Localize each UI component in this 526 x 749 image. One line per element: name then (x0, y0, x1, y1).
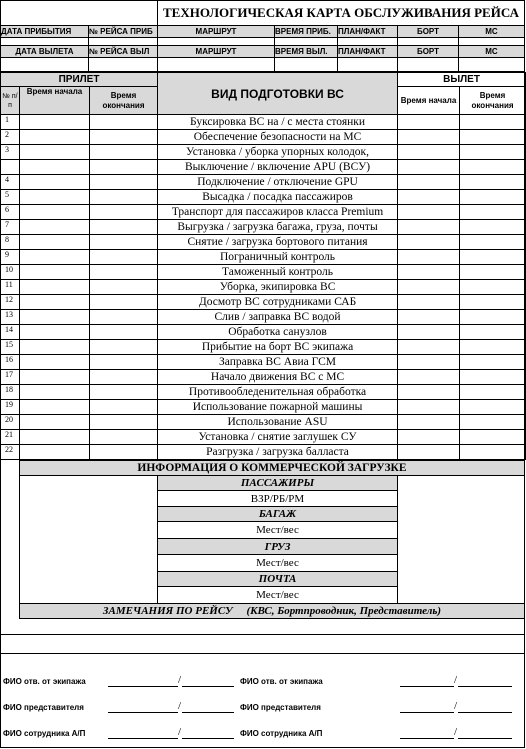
operation-number: 13 (1, 310, 20, 325)
operation-name: Транспорт для пассажиров класса Premium (158, 205, 398, 220)
departure-end-cell[interactable] (460, 310, 526, 325)
departure-end-cell[interactable] (460, 280, 526, 295)
signature-right-1-slash: / (454, 674, 458, 686)
departure-start-cell[interactable] (398, 280, 460, 295)
departure-end-cell[interactable] (460, 175, 526, 190)
signature-left-1-name[interactable] (108, 686, 178, 687)
departure-board-field[interactable] (397, 57, 459, 72)
arrival-end-cell[interactable] (90, 370, 158, 385)
operation-name: Прибытие на борт ВС экипажа (158, 340, 398, 355)
arrival-end-cell[interactable] (90, 115, 158, 130)
operation-number: 7 (1, 220, 20, 235)
signature-left-1-label: ФИО отв. от экипажа (3, 676, 86, 686)
arrival-end-cell[interactable] (90, 145, 158, 160)
departure-start-cell[interactable] (398, 430, 460, 445)
departure-time-label: ВРЕМЯ ВЫЛ. (274, 45, 338, 58)
arrival-end-cell[interactable] (90, 175, 158, 190)
signature-left-3-slash: / (178, 726, 182, 738)
operation-row (1, 205, 526, 220)
departure-start-cell[interactable] (398, 445, 460, 460)
arrival-start-cell[interactable] (20, 355, 90, 370)
arrival-start-cell[interactable] (20, 385, 90, 400)
arrival-end-cell[interactable] (90, 265, 158, 280)
arrival-start-cell[interactable] (20, 295, 90, 310)
operation-name: Досмотр ВС сотрудниками САБ (158, 295, 398, 310)
departure-start-cell[interactable] (398, 355, 460, 370)
departure-start-cell[interactable] (398, 385, 460, 400)
operation-number: 5 (1, 190, 20, 205)
departure-start-cell[interactable] (398, 235, 460, 250)
arrival-start-cell[interactable] (20, 400, 90, 415)
departure-start-cell[interactable] (398, 220, 460, 235)
operation-name: Выгрузка / загрузка багажа, груза, почты (158, 220, 398, 235)
arrival-stand-label: МС (458, 25, 525, 38)
arrival-end-cell[interactable] (90, 250, 158, 265)
mail-header: ПОЧТА (157, 571, 398, 587)
remarks-line-2[interactable] (0, 634, 525, 654)
departure-start-cell[interactable] (398, 340, 460, 355)
operation-row (1, 130, 526, 145)
signature-right-1-label: ФИО отв. от экипажа (240, 676, 323, 686)
departure-end-header: Время окончания (460, 87, 526, 115)
departure-flight-field[interactable] (88, 57, 158, 72)
signature-right-1-name[interactable] (400, 686, 454, 687)
operation-number: 17 (1, 370, 20, 385)
signature-left-3-name[interactable] (108, 738, 178, 739)
departure-end-cell[interactable] (460, 355, 526, 370)
remarks-header: ЗАМЕЧАНИЯ ПО РЕЙСУ (КВС, Бортпроводник, Представитель) (19, 603, 525, 619)
departure-end-cell[interactable] (460, 430, 526, 445)
departure-start-cell[interactable] (398, 415, 460, 430)
departure-start-cell[interactable] (398, 400, 460, 415)
operation-number: 10 (1, 265, 20, 280)
arrival-start-cell[interactable] (20, 205, 90, 220)
signature-left-3-label: ФИО сотрудника А/П (3, 728, 86, 738)
arrival-end-cell[interactable] (90, 430, 158, 445)
departure-end-cell[interactable] (460, 160, 526, 175)
signature-right-3-slash: / (454, 726, 458, 738)
departure-end-cell[interactable] (460, 115, 526, 130)
departure-start-cell[interactable] (398, 130, 460, 145)
operation-name: Установка / уборка упорных колодок, (158, 145, 398, 160)
operation-row (1, 115, 526, 130)
operation-number: 2 (1, 130, 20, 145)
departure-date-field[interactable] (0, 57, 89, 72)
departure-end-cell[interactable] (460, 340, 526, 355)
operation-name: Заправка ВС Авиа ГСМ (158, 355, 398, 370)
operation-row (1, 325, 526, 340)
arrival-section-header: ПРИЛЕТ (1, 73, 158, 87)
arrival-start-cell[interactable] (20, 340, 90, 355)
departure-planfact-field[interactable] (337, 57, 398, 72)
signature-left-2-name[interactable] (108, 712, 178, 713)
departure-date-label: ДАТА ВЫЛЕТА (0, 45, 89, 58)
operation-name: Пограничный контроль (158, 250, 398, 265)
arrival-start-cell[interactable] (20, 175, 90, 190)
operation-row (1, 340, 526, 355)
departure-end-cell[interactable] (460, 190, 526, 205)
signature-right-2-sign[interactable] (458, 712, 512, 713)
departure-end-cell[interactable] (460, 250, 526, 265)
operation-name: Таможенный контроль (158, 265, 398, 280)
arrival-start-cell[interactable] (20, 115, 90, 130)
arrival-flight-label: № РЕЙСА ПРИБ (88, 25, 158, 38)
operation-name: Начало движения ВС с МС (158, 370, 398, 385)
departure-end-cell[interactable] (460, 145, 526, 160)
arrival-planfact-label: ПЛАН/ФАКТ (337, 25, 398, 38)
departure-start-cell[interactable] (398, 115, 460, 130)
arrival-end-cell[interactable] (90, 415, 158, 430)
operation-row (1, 160, 526, 175)
operation-name: Обеспечение безопасности на МС (158, 130, 398, 145)
departure-stand-label: МС (458, 45, 525, 58)
departure-start-cell[interactable] (398, 250, 460, 265)
operation-row (1, 220, 526, 235)
passengers-value: ВЗР/РБ/РМ (157, 490, 398, 507)
operation-row (1, 145, 526, 160)
operation-row (1, 235, 526, 250)
operation-number: 11 (1, 280, 20, 295)
operation-name: Разгрузка / загрузка балласта (158, 445, 398, 460)
departure-time-field[interactable] (274, 57, 338, 72)
operation-name: Высадка / посадка пассажиров (158, 190, 398, 205)
signature-left-2-label: ФИО представителя (3, 702, 84, 712)
departure-end-cell[interactable] (460, 295, 526, 310)
arrival-end-cell[interactable] (90, 190, 158, 205)
operation-name: Буксировка ВС на / с места стоянки (158, 115, 398, 130)
operation-number: 3 (1, 145, 20, 160)
departure-end-cell[interactable] (460, 400, 526, 415)
operation-row (1, 190, 526, 205)
passengers-header: ПАССАЖИРЫ (157, 475, 398, 491)
operation-number: 20 (1, 415, 20, 430)
arrival-end-cell[interactable] (90, 340, 158, 355)
departure-route-label: МАРШРУТ (157, 45, 275, 58)
form-title: ТЕХНОЛОГИЧЕСКАЯ КАРТА ОБСЛУЖИВАНИЯ РЕЙСА (163, 4, 519, 20)
operation-row (1, 445, 526, 460)
departure-start-cell[interactable] (398, 145, 460, 160)
operation-row (1, 265, 526, 280)
arrival-start-cell[interactable] (20, 415, 90, 430)
departure-end-cell[interactable] (460, 370, 526, 385)
departure-start-cell[interactable] (398, 175, 460, 190)
operation-number: 8 (1, 235, 20, 250)
baggage-value: Мест/вес (157, 521, 398, 539)
signature-right-2-slash: / (454, 700, 458, 712)
operations-table (0, 72, 526, 460)
operation-number: 16 (1, 355, 20, 370)
signature-right-3-name[interactable] (400, 738, 454, 739)
arrival-start-cell[interactable] (20, 310, 90, 325)
departure-end-cell[interactable] (460, 385, 526, 400)
arrival-end-cell[interactable] (90, 385, 158, 400)
signature-right-2-label: ФИО представителя (240, 702, 321, 712)
arrival-route-label: МАРШРУТ (157, 25, 275, 38)
arrival-start-cell[interactable] (20, 325, 90, 340)
arrival-end-cell[interactable] (90, 205, 158, 220)
commercial-title: ИНФОРМАЦИЯ О КОММЕРЧЕСКОЙ ЗАГРУЗКЕ (19, 460, 525, 476)
departure-start-cell[interactable] (398, 310, 460, 325)
operation-row (1, 250, 526, 265)
arrival-start-cell[interactable] (20, 220, 90, 235)
operation-number: 6 (1, 205, 20, 220)
arrival-start-cell[interactable] (20, 445, 90, 460)
signature-right-1-sign[interactable] (458, 686, 512, 687)
departure-end-cell[interactable] (460, 130, 526, 145)
arrival-time-label: ВРЕМЯ ПРИБ. (274, 25, 338, 38)
operation-row (1, 400, 526, 415)
arrival-end-header: Время окончания (90, 87, 158, 115)
departure-start-header: Время начала (398, 87, 460, 115)
operation-name: Снятие / загрузка бортового питания (158, 235, 398, 250)
departure-end-cell[interactable] (460, 205, 526, 220)
commercial-left-col (19, 475, 158, 604)
arrival-start-cell[interactable] (20, 235, 90, 250)
arrival-end-cell[interactable] (90, 355, 158, 370)
operation-row (1, 430, 526, 445)
operation-name: Обработка санузлов (158, 325, 398, 340)
operation-number: 4 (1, 175, 20, 190)
operation-number: 1 (1, 115, 20, 130)
departure-start-cell[interactable] (398, 205, 460, 220)
num-header: № п/п (1, 87, 20, 115)
operation-number: 14 (1, 325, 20, 340)
commercial-right-col (397, 475, 525, 604)
operation-row (1, 175, 526, 190)
baggage-header: БАГАЖ (157, 506, 398, 522)
operation-number: 21 (1, 430, 20, 445)
signature-left-1-slash: / (178, 674, 182, 686)
operation-number: 22 (1, 445, 20, 460)
departure-start-cell[interactable] (398, 325, 460, 340)
operation-name: Использование ASU (158, 415, 398, 430)
operation-name: Установка / снятие заглушек СУ (158, 430, 398, 445)
operation-name: Уборка, экипировка ВС (158, 280, 398, 295)
arrival-date-label: ДАТА ПРИБЫТИЯ (0, 25, 89, 38)
remarks-line-1[interactable] (0, 618, 525, 635)
operation-number: 15 (1, 340, 20, 355)
departure-stand-field[interactable] (458, 57, 525, 72)
operation-row (1, 295, 526, 310)
signature-left-1-sign[interactable] (182, 686, 234, 687)
departure-start-cell[interactable] (398, 295, 460, 310)
departure-start-cell[interactable] (398, 370, 460, 385)
arrival-end-cell[interactable] (90, 130, 158, 145)
operation-name: Выключение / включение APU (ВСУ) (158, 160, 398, 175)
op-type-header: ВИД ПОДГОТОВКИ ВС (158, 73, 398, 115)
operation-name: Слив / заправка ВС водой (158, 310, 398, 325)
arrival-end-cell[interactable] (90, 400, 158, 415)
signature-left-2-sign[interactable] (182, 712, 234, 713)
arrival-end-cell[interactable] (90, 445, 158, 460)
arrival-end-cell[interactable] (90, 280, 158, 295)
mail-value: Мест/вес (157, 586, 398, 604)
operation-name: Подключение / отключение GPU (158, 175, 398, 190)
arrival-start-cell[interactable] (20, 250, 90, 265)
operation-number: 9 (1, 250, 20, 265)
arrival-start-cell[interactable] (20, 265, 90, 280)
operation-row (1, 370, 526, 385)
arrival-end-cell[interactable] (90, 235, 158, 250)
operation-number: 12 (1, 295, 20, 310)
departure-flight-label: № РЕЙСА ВЫЛ (88, 45, 158, 58)
departure-board-label: БОРТ (397, 45, 459, 58)
arrival-end-cell[interactable] (90, 160, 158, 175)
departure-end-cell[interactable] (460, 220, 526, 235)
cargo-header: ГРУЗ (157, 538, 398, 555)
arrival-end-cell[interactable] (90, 295, 158, 310)
signature-left-3-sign[interactable] (182, 738, 234, 739)
operation-row (1, 355, 526, 370)
arrival-start-cell[interactable] (20, 370, 90, 385)
departure-end-cell[interactable] (460, 445, 526, 460)
signature-right-3-sign[interactable] (458, 738, 512, 739)
operation-row (1, 310, 526, 325)
operation-number: 18 (1, 385, 20, 400)
arrival-end-cell[interactable] (90, 310, 158, 325)
arrival-start-header: Время начала (20, 87, 90, 115)
arrival-end-cell[interactable] (90, 325, 158, 340)
departure-planfact-label: ПЛАН/ФАКТ (337, 45, 398, 58)
arrival-start-cell[interactable] (20, 130, 90, 145)
operation-row (1, 385, 526, 400)
arrival-start-cell[interactable] (20, 160, 90, 175)
signature-right-3-label: ФИО сотрудника А/П (240, 728, 323, 738)
arrival-start-cell[interactable] (20, 280, 90, 295)
departure-end-cell[interactable] (460, 265, 526, 280)
operation-name: Использование пожарной машины (158, 400, 398, 415)
operation-row (1, 415, 526, 430)
departure-start-cell[interactable] (398, 160, 460, 175)
departure-end-cell[interactable] (460, 325, 526, 340)
arrival-start-cell[interactable] (20, 190, 90, 205)
departure-end-cell[interactable] (460, 235, 526, 250)
operation-name: Противообледенительная обработка (158, 385, 398, 400)
departure-start-cell[interactable] (398, 190, 460, 205)
departure-route-field[interactable] (157, 57, 275, 72)
title-left-border (157, 0, 158, 25)
operation-row (1, 280, 526, 295)
departure-section-header: ВЫЛЕТ (398, 73, 526, 87)
signature-left-2-slash: / (178, 700, 182, 712)
cargo-value: Мест/вес (157, 554, 398, 572)
arrival-start-cell[interactable] (20, 145, 90, 160)
arrival-board-label: БОРТ (397, 25, 459, 38)
arrival-end-cell[interactable] (90, 220, 158, 235)
departure-start-cell[interactable] (398, 265, 460, 280)
departure-end-cell[interactable] (460, 415, 526, 430)
arrival-start-cell[interactable] (20, 430, 90, 445)
operation-number: 19 (1, 400, 20, 415)
operation-number (1, 160, 20, 175)
signature-right-2-name[interactable] (400, 712, 454, 713)
